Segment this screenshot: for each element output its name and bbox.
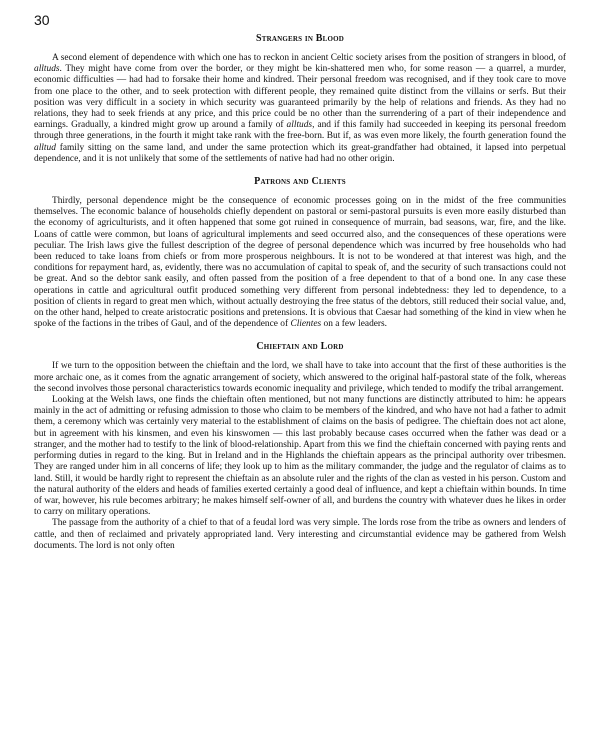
text-run: A second element of dependence with which one has to reckon in ancient Celtic society arises from the position of strangers in blood, of — [52, 53, 566, 63]
italic-term: alltuds — [34, 64, 60, 75]
section-chieftain-and-lord — [34, 341, 566, 551]
body-paragraph — [34, 361, 566, 395]
text-run: . They might have come from over the border, or they might be kin-shattered men who, for some reason — a quarrel, a murder, economic difficulties — had had to forsake their home and kindred. Their personal freedom was recognised, and if they took care to move from one place to the other, and to seek protection with different people, they remained quite distinct from the villains or serfs. But their position was very difficult in a society in which security was guaranteed primarily by the help of relations and friends. As they had no relations, they had to seek friends at any price, and this price could be no other than the surrendering of a part of their independence and earnings. Gradually, a kindred might grow up around a family of — [34, 64, 566, 131]
text-run: on a few leaders. — [321, 319, 388, 330]
section-strangers-in-blood — [34, 33, 566, 165]
text-run: Thirdly, personal dependence might be the consequence of economic processes going on in the midst of the free communities themselves. The economic balance of households chiefly dependent on pastoral or semi-pastoral pursuits is even more easily disturbed than the economy of agriculturists, and it often happened that some got ruined in consequence of murrain, bad seasons, war, fire, and the like. Loans of cattle were common, but loans of agricultural implements and seed occurred also, and the consequences of these operations were peculiar. The Irish laws give the fullest description of the degree of personal dependence which was incurred by free households who had been reduced to take loans from chiefs or from more prosperous neighbours. It is not to be wondered at that interest was high, and the conditions for repayment hard, as, evidently, there was no accumulation of capital to speak of, and the security of such transactions could not be great. And so the debtor sank easily, and often passed from the position of a free dependent to that of a bond one. In any case these operations in cattle and agricultural outfit produced something very different from personal indebtedness: they led to dependence, to a position of clients in regard to great men which, without actually destroying the free status of the debtors, still reduced their social value, and, on the other hand, helped to create aristocratic positions and pretensions. It is obvious that Caesar had something of the kind in view when he spoke of the factions in the tribes of Gaul, and of the dependence of — [34, 196, 566, 330]
section-patrons-and-clients — [34, 176, 566, 330]
body-paragraph — [34, 395, 566, 518]
italic-term: alltud — [34, 142, 56, 153]
text-run: If we turn to the opposition between the chieftain and the lord, we shall have to take into account that the first of these authorities is the more archaic one, as it comes from the agnatic arrangement of society, which answered to the original half-pastoral state of the folk, whereas the second involves those personal characteristics towards economic inequality and privilege, which tended to modify the tribal arrangement. — [34, 361, 566, 394]
body-paragraph — [34, 53, 566, 165]
text-run: family sitting on the same land, and under the same protection which its great-grandfather had obtained, it lapsed into perpetual dependence, and it is not unlikely that some of the settlements of native had had no other origin. — [34, 142, 566, 164]
body-paragraph — [34, 518, 566, 552]
italic-term: alltuds — [286, 120, 313, 131]
body-paragraph — [34, 196, 566, 330]
section-heading: Strangers in Blood — [255, 33, 345, 44]
text-run: Looking at the Welsh laws, one finds the chieftain often mentioned, but not many functions are distinctly attributed to him: he appears mainly in the act of admitting or refusing admission to those who claim to be members of the kindred, and who have not had a father to admit them, a ceremony which was certainly very material to the establishment of claims on the basis of pedigree. The chieftain does not act alone, but in agreement with his kinsmen, and even his kinswomen — this last probably because cases occurred when the father was dead or a stranger, and the mother had to testify to the link of blood-relationship. Apart from this we find the chieftain concerned with paying rents and performing duties in regard to the king. But in Ireland and in the Highlands the chieftain appears as the principal authority over tribesmen. They are ranged under him in all concerns of life; they look up to him as the military commander, the judge and the regulator of claims as to land. Still, it would be hardly right to represent the chieftain as an absolute ruler and the rights of the clan as vested in his person. Custom and the natural authority of the elders and heads of families exerted certainly a good deal of influence, and kept a chieftain within bounds. In time of war, however, his rule becomes arbitrary; he makes himself self-owner of all, and burdens the country with whatever dues he likes in order to carry on military operations. — [34, 395, 566, 518]
text-run: , and if this family had succeeded in keeping its personal freedom through three generations, in the fourth it might take rank with the free-born. But if, as was even more likely, the fourth generation found the — [34, 120, 566, 142]
section-heading: Chieftain and Lord — [256, 341, 344, 353]
italic-term: Clientes — [290, 319, 322, 330]
text-run: The passage from the authority of a chief to that of a feudal lord was very simple. The lords rose from the tribe as owners and lenders of cattle, and then of reclaimed and privately appropriated land. Very interesting and circumstantial evidence may be gathered from Welsh documents. The lord is not only often — [34, 518, 566, 551]
section-heading: Patrons and Clients — [254, 176, 346, 188]
page-number: 30 — [34, 12, 50, 28]
